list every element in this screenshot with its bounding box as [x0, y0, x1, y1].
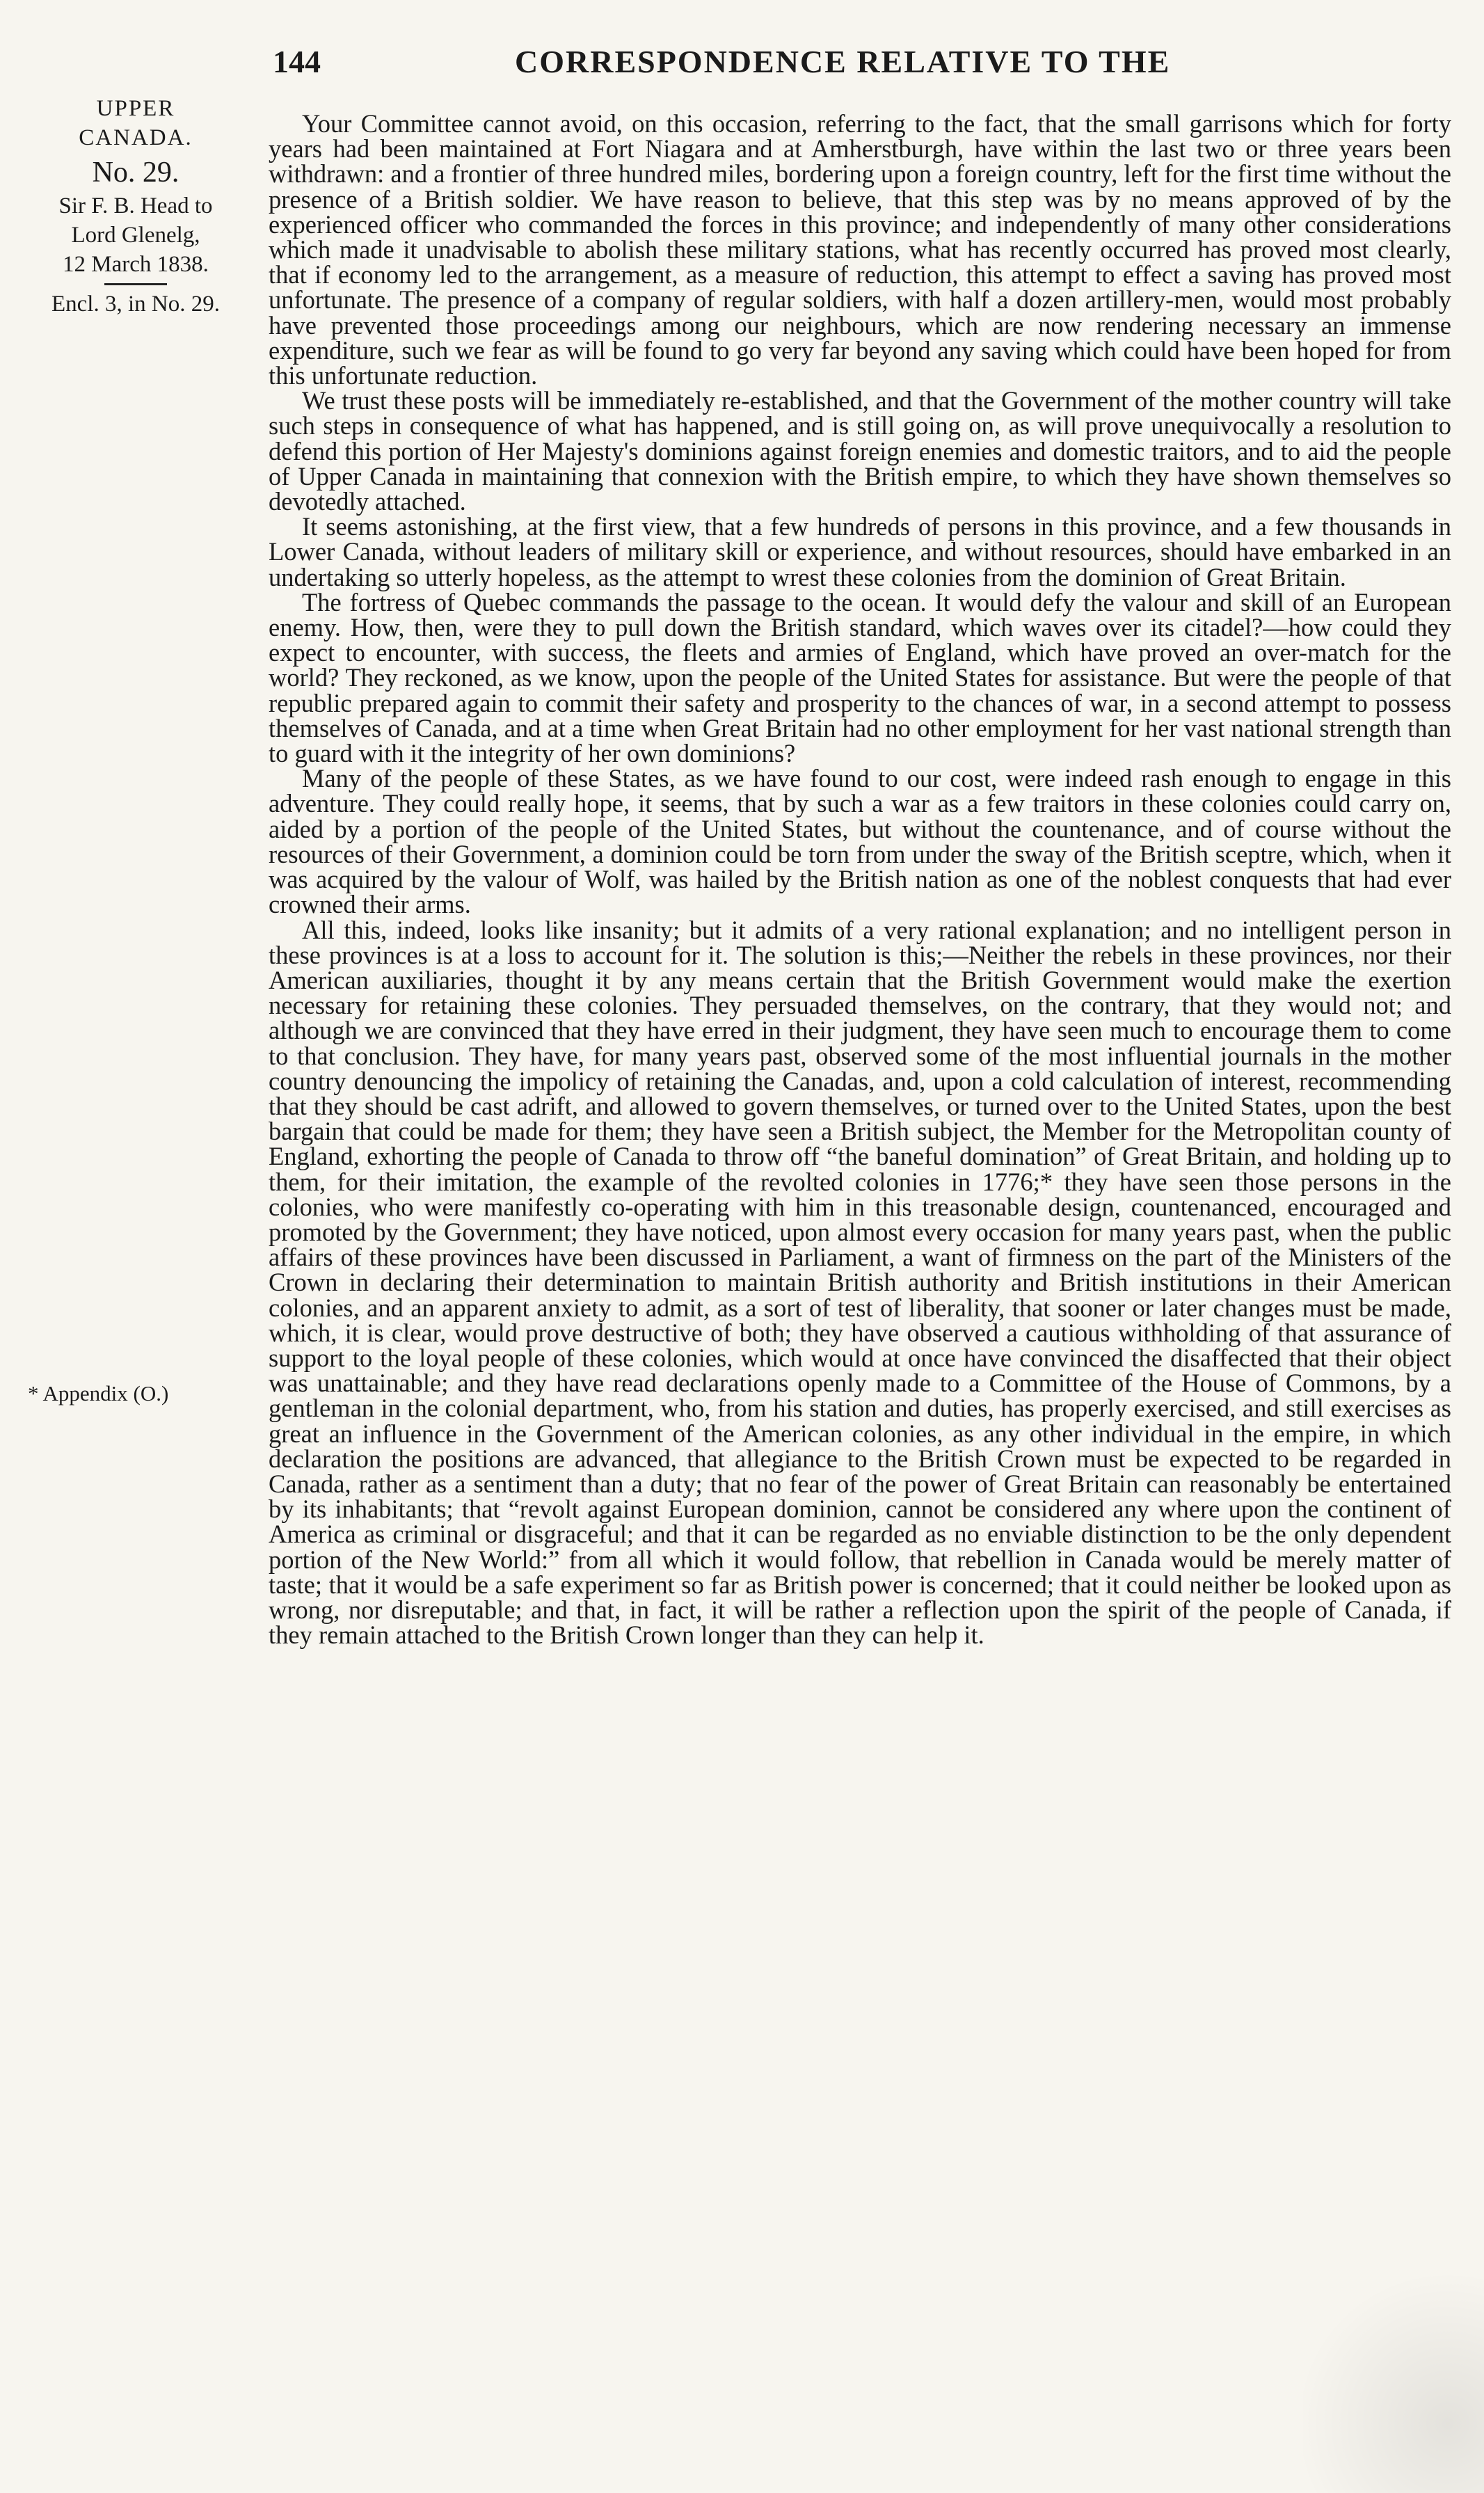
body-text: [269, 111, 1451, 1648]
appendix-footnote-marker: * Appendix (O.): [28, 1381, 169, 1405]
margin-despatch-number: No. 29.: [92, 157, 179, 189]
margin-rule: [104, 283, 167, 285]
page-header: [264, 43, 1447, 92]
paragraph: All this, indeed, looks like insanity; but it admits of a very rational explanation; and no intelligent person in these provinces is at a loss to account for it. The solution is this;—Neither the rebels in these provinces, nor their American auxiliaries, thought it by any means certain that the British Government would make the exertion necessary for retaining these colonies. They persuaded themselves, on the contrary, that they would not; and although we are convinced that they have erred in their judgment, they have seen much to encourage them to come to that conclusion. They have, for many years past, observed some of the most influential journals in the mother country denouncing the impolicy of retaining the Canadas, and, upon a cold calculation of interest, recommending that they should be cast adrift, and allowed to govern themselves, or turned over to the United States, upon the best bargain that could be made for them; they have seen a British subject, the Member for the Metropolitan county of England, exhorting the people of Canada to throw off “the baneful domination” of Great Britain, and holding up to them, for their imitation, the example of the revolted colonies in 1776;* they have seen those persons in the colonies, who were manifestly co-operating with him in this treasonable design, countenanced, encouraged and promoted by the Government; they have noticed, upon almost every occasion for many years past, when the public affairs of these provinces have been discussed in Parliament, a want of firmness on the part of the Ministers of the Crown in declaring their determination to maintain British authority and British institutions in their American colonies, and an apparent anxiety to admit, as a sort of test of liberality, that sooner or later changes must be made, which, it is clear, would prove destructive of both; they have observed a cautious withholding of that assurance of support to the loyal people of these colonies, which would at once have convinced the disaffected that their object was unattainable; and they have read declarations openly made to a Committee of the House of Commons, by a gentleman in the colonial department, who, from his station and duties, has properly exercised, and still exercises as great an influence in the Government of the American colonies, as any other individual in the empire, in which declaration the positions are advanced, that allegiance to the British Crown must be expected to be regarded in Canada, rather as a sentiment than a duty; that no fear of the power of Great Britain can reasonably be entertained by its inhabitants; that “revolt against European dominion, cannot be considered any where upon the continent of America as criminal or disgraceful; and that it can be regarded as no enviable distinction to be the only dependent portion of the New World:” from all which it would follow, that rebellion in Canada would be merely matter of taste; that it would be a safe experiment so far as British power is concerned; that it could neither be looked upon as wrong, nor disreputable; and that, in fact, it will be rather a reflection upon the spirit of the people of Canada, if they remain attached to the British Crown longer than they can help it.: [269, 915, 1451, 1650]
paragraph: Your Committee cannot avoid, on this occasion, referring to the fact, that the small garrisons which for forty years had been maintained at Fort Niagara and at Amherstburgh, have within the last two or three years been withdrawn: and a frontier of three hundred miles, bordering upon a foreign country, left for the first time without the presence of a British soldier. We have reason to believe, that this step was by no means approved of by the experienced officer who commanded the forces in this province; and independently of many other considerations which made it unadvisable to abolish these military stations, what has recently occurred has proved most clearly, that if economy led to the arrangement, as a measure of reduction, this attempt to effect a saving has proved most unfortunate. The presence of a company of regular soldiers, with half a dozen artillery-men, would most probably have prevented those proceedings among our neighbours, which are now rendering necessary an immense expenditure, such we fear as will be found to go very far beyond any saving which could have been hoped for from this unfortunate reduction.: [269, 109, 1451, 390]
paragraph: It seems astonishing, at the first view, that a few hundreds of persons in this province, and a few thousands in Lower Canada, without leaders of military skill or experience, and without resources, should have embarked in an undertaking so utterly hopeless, as the attempt to wrest these colonies from the dominion of Great Britain.: [269, 512, 1451, 591]
margin-date: 12 March 1838.: [63, 252, 209, 277]
paragraph: Many of the people of these States, as we have found to our cost, were indeed rash enough to engage in this adventure. They could really hope, it seems, that by such a war as a few traitors in these colonies could carry on, aided by a portion of the people of the United States, but without the countenance, and of course without the resources of their Government, a dominion could be torn from under the sway of the British sceptre, which, when it was acquired by the valour of Wolf, was hailed by the British nation as one of the noblest conquests that had ever crowned their arms.: [269, 764, 1451, 919]
scan-speckle: [1303, 2261, 1484, 2493]
margin-from-line1: Sir F. B. Head to: [58, 193, 213, 218]
margin-province-line1: UPPER: [96, 96, 175, 121]
margin-enclosure: Encl. 3, in No. 29.: [51, 292, 220, 317]
margin-province-line2: CANADA.: [79, 125, 193, 150]
paragraph: The fortress of Quebec commands the passage to the ocean. It would defy the valour and skill of an European enemy. How, then, were they to pull down the British standard, which waves over its citadel?—how could they expect to encounter, with success, the fleets and armies of England, which have proved an over-match for the world? They reckoned, as we know, upon the people of the United States for assistance. But were the people of that republic prepared again to commit their safety and prosperity to the chances of war, in a second attempt to possess themselves of Canada, and at a time when Great Britain had no other employment for her vast national strength than to guard with it the integrity of her own dominions?: [269, 587, 1451, 768]
page-number: 144: [273, 44, 321, 79]
running-title: CORRESPONDENCE RELATIVE TO THE: [515, 44, 1171, 79]
paragraph: We trust these posts will be immediately re-established, and that the Government of the mother country will take such steps in consequence of what has happened, and is still going on, as will prove unequivocally a resolution to defend this portion of Her Majesty's dominions against foreign enemies and domestic traitors, and to aid the people of Upper Canada in maintaining that connexion with the British empire, to which they have shown themselves so devotedly attached.: [269, 386, 1451, 516]
margin-from-line2: Lord Glenelg,: [71, 223, 200, 248]
margin-note: [21, 94, 250, 319]
